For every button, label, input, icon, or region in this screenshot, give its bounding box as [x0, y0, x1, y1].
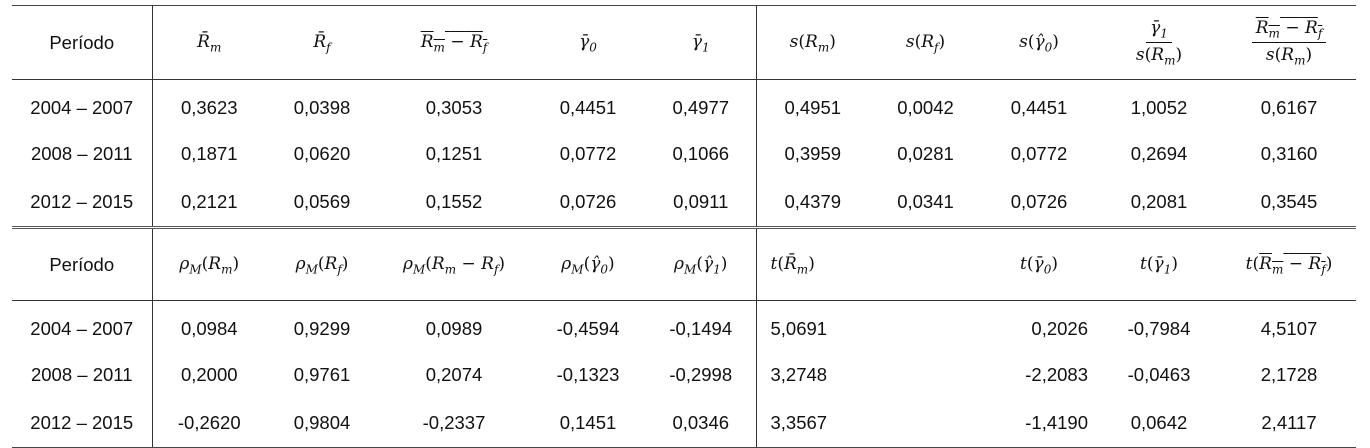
value-cell	[869, 301, 982, 352]
value-cell: 0,6167	[1260, 97, 1318, 118]
period-cell: 2012 – 2015	[12, 178, 152, 228]
period-cell: 2012 – 2015	[12, 399, 152, 448]
value-cell: 0,0989	[425, 318, 483, 339]
value-cell: 0,2074	[425, 364, 483, 385]
header-row-top	[12, 6, 1356, 80]
period-cell: 2004 – 2007	[12, 80, 152, 131]
header-periodo: Período	[12, 6, 152, 80]
value-cell: 4,5107	[1260, 318, 1318, 339]
value-cell: -0,2337	[378, 399, 530, 448]
header-mean-gamma1: $\gammā_1$	[646, 6, 756, 80]
value-cell: 0,0341	[869, 178, 982, 228]
value-cell: 0,4951	[784, 97, 842, 118]
value-cell: 0,3545	[1222, 178, 1356, 228]
period-cell: 2004 – 2007	[12, 301, 152, 352]
value-cell: 0,2121	[152, 178, 266, 228]
value-cell: 0,0984	[180, 318, 238, 339]
value-cell: 0,0642	[1096, 399, 1222, 448]
header-gamma1-over-s-rm: $\frac{\gammā_1}{s(R_m)}$	[1096, 6, 1222, 80]
period-cell: 2008 – 2011	[12, 130, 152, 178]
value-cell: 0,1552	[378, 178, 530, 228]
value-cell: 0,0772	[559, 143, 617, 164]
header-empty	[869, 228, 982, 301]
header-t-gamma1: $t(\gammā_1)$	[1096, 228, 1222, 301]
value-cell: 2,1728	[1260, 364, 1318, 385]
value-cell: 0,0911	[646, 178, 756, 228]
table-row	[12, 399, 1356, 448]
header-periodo: Período	[12, 228, 152, 301]
header-mean-rm: $R̄_m$	[152, 6, 266, 80]
value-cell: -0,2620	[152, 399, 266, 448]
value-cell: 0,3053	[425, 97, 483, 118]
value-cell: -0,2998	[646, 351, 756, 399]
table-row	[12, 351, 1356, 399]
value-cell: -0,7984	[1127, 318, 1191, 339]
value-cell: -2,2083	[1025, 364, 1088, 385]
header-t-excess: $t(R_m - R_f)$	[1222, 228, 1356, 301]
header-rho-gamma0: $\rho_M(\gammâ_0)$	[530, 228, 646, 301]
header-rho-gamma1: $\rho_M(\gammâ_1)$	[646, 228, 756, 301]
value-cell: 2,4117	[1222, 399, 1356, 448]
value-cell: 0,3160	[1260, 143, 1318, 164]
value-cell: 0,9804	[266, 399, 378, 448]
table-row	[12, 130, 1356, 178]
value-cell: 0,0042	[897, 97, 954, 118]
value-cell: 0,0398	[293, 97, 351, 118]
value-cell: 3,3567	[756, 399, 869, 448]
period-cell: 2008 – 2011	[12, 351, 152, 399]
value-cell: 0,0346	[646, 399, 756, 448]
value-cell: -0,0463	[1127, 364, 1191, 385]
table-row	[12, 80, 1356, 131]
table-row	[12, 301, 1356, 352]
value-cell: 0,1066	[646, 130, 756, 178]
value-cell: 0,0569	[266, 178, 378, 228]
value-cell: -1,4190	[982, 399, 1096, 448]
value-cell: 0,3623	[180, 97, 238, 118]
value-cell: -0,1494	[646, 301, 756, 352]
value-cell: 0,2081	[1096, 178, 1222, 228]
value-cell: 0,4977	[646, 80, 756, 131]
value-cell: 0,3959	[784, 143, 842, 164]
header-rho-rm-minus-rf: $\rho_M(R_m - R_f)$	[378, 228, 530, 301]
results-table	[12, 5, 1356, 448]
header-t-gamma0: $t(\gammā_0)$	[982, 228, 1096, 301]
value-cell	[869, 399, 982, 448]
value-cell: 0,0772	[1010, 143, 1068, 164]
value-cell: 0,4451	[559, 97, 617, 118]
header-mean-rm-minus-rf: $R_m - R_f$	[378, 6, 530, 80]
header-s-gamma0: $s(\gammâ_0)$	[982, 6, 1096, 80]
header-rho-rf: $\rho_M(R_f)$	[266, 228, 378, 301]
value-cell: 0,0620	[293, 143, 351, 164]
value-cell: 0,1871	[180, 143, 238, 164]
value-cell: 3,2748	[770, 364, 828, 385]
value-cell: 0,2694	[1130, 143, 1188, 164]
header-s-rm: $s(R_m)$	[756, 6, 869, 80]
value-cell: 1,0052	[1130, 97, 1188, 118]
header-mean-gamma0: $\gammā_0$	[530, 6, 646, 80]
value-cell: 0,1451	[530, 399, 646, 448]
header-s-rf: $s(R_f)$	[869, 6, 982, 80]
value-cell: 0,9299	[293, 318, 351, 339]
value-cell: -0,1323	[556, 364, 620, 385]
header-mean-rf: $R̄_f$	[266, 6, 378, 80]
value-cell: -0,4594	[556, 318, 620, 339]
value-cell: 0,0726	[982, 178, 1096, 228]
header-excess-over-s-rm: $\frac{R_m - R_f}{s(R_m)}$	[1222, 6, 1356, 80]
value-cell	[869, 351, 982, 399]
value-cell: 0,4379	[756, 178, 869, 228]
value-cell: 0,0726	[530, 178, 646, 228]
value-cell: 0,4451	[1010, 97, 1068, 118]
value-cell: 0,2026	[1031, 318, 1088, 339]
value-cell: 0,9761	[293, 364, 351, 385]
header-rho-rm: $\rho_M(R_m)$	[152, 228, 266, 301]
header-row-bottom	[12, 228, 1356, 301]
table-row	[12, 178, 1356, 228]
header-t-rm: $t(R̄_m)$	[756, 228, 869, 301]
value-cell: 0,2000	[180, 364, 238, 385]
value-cell: 0,1251	[425, 143, 483, 164]
value-cell: 5,0691	[770, 318, 828, 339]
value-cell: 0,0281	[897, 143, 954, 164]
